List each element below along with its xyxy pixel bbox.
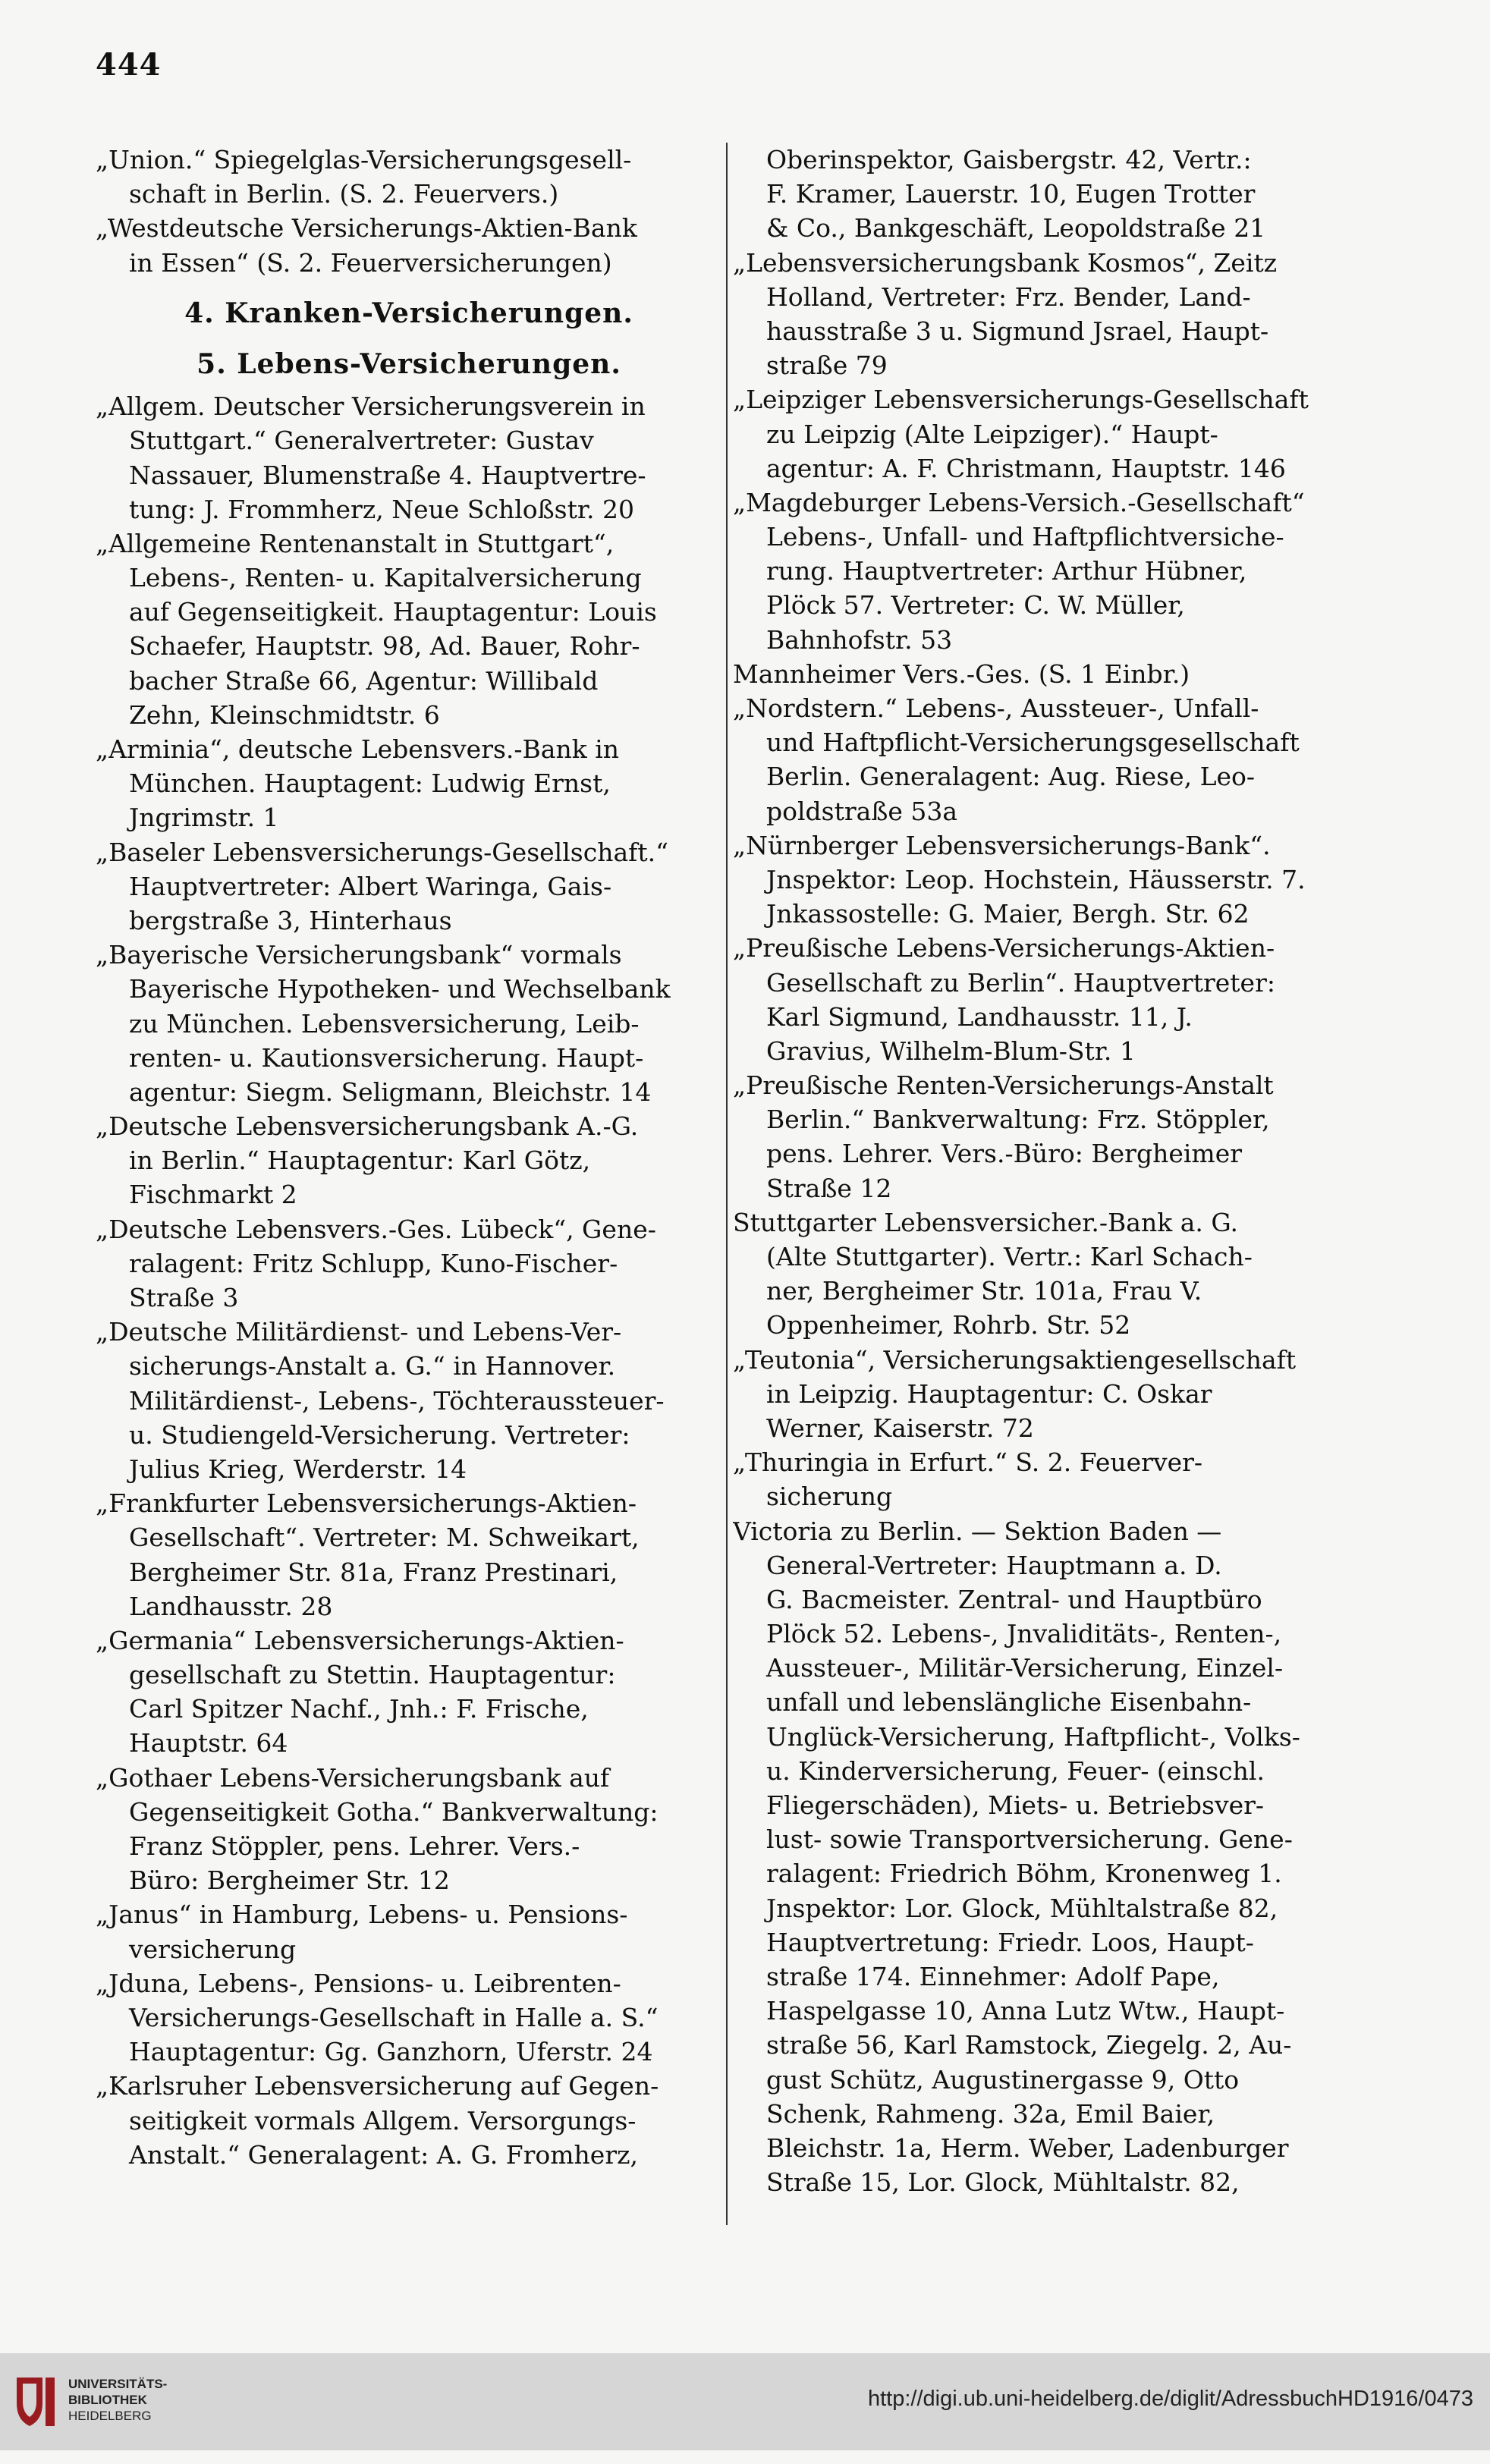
text-line: „Preußische Lebens-Versicherungs-Aktien-	[733, 933, 1275, 963]
text-line: Berlin. Generalagent: Aug. Riese, Leo-	[766, 762, 1256, 792]
text-line: Fischmarkt 2	[129, 1180, 297, 1210]
text-line: Straße 3	[129, 1283, 239, 1312]
logo-line-2: BIBLIOTHEK	[68, 2393, 147, 2407]
text-line: & Co., Bankgeschäft, Leopoldstraße 21	[766, 213, 1266, 244]
text-line: zu Leipzig (Alte Leipziger).“ Haupt-	[766, 419, 1218, 449]
text-line: straße 56, Karl Ramstock, Ziegelg. 2, Au-	[766, 2030, 1292, 2060]
text-line: „Frankfurter Lebensversicherungs-Aktien-	[96, 1488, 637, 1519]
text-line: „Westdeutsche Versicherungs-Aktien-Bank	[96, 213, 637, 244]
text-line: Holland, Vertreter: Frz. Bender, Land-	[766, 281, 1251, 312]
section-heading: 4. Kranken-Versicherungen.	[184, 297, 633, 329]
text-line: sicherungs-Anstalt a. G.“ in Hannover.	[129, 1351, 616, 1381]
left-column	[96, 143, 722, 2229]
text-line: pens. Lehrer. Vers.-Büro: Bergheimer	[766, 1139, 1242, 1169]
text-line: poldstraße 53a	[766, 796, 958, 826]
text-line: „Arminia“, deutsche Lebensvers.-Bank in	[96, 734, 620, 764]
text-line: Franz Stöppler, pens. Lehrer. Vers.-	[129, 1831, 580, 1861]
text-line: Hauptvertretung: Friedr. Loos, Haupt-	[766, 1927, 1254, 1957]
text-line: unfall und lebenslängliche Eisenbahn-	[766, 1687, 1252, 1718]
text-line: Carl Spitzer Nachf., Jnh.: F. Frische,	[129, 1694, 589, 1724]
text-line: bergstraße 3, Hinterhaus	[129, 905, 452, 935]
text-line: bacher Straße 66, Agentur: Willibald	[129, 665, 599, 696]
text-line: Straße 15, Lor. Glock, Mühltalstr. 82,	[766, 2167, 1240, 2198]
text-line: Gesellschaft“. Vertreter: M. Schweikart,	[129, 1523, 640, 1553]
page-number: 444	[96, 47, 162, 83]
text-line: „Lebensversicherungsbank Kosmos“, Zeitz	[733, 247, 1278, 278]
text-line: „Union.“ Spiegelglas-Versicherungsgesell-	[96, 145, 632, 174]
text-line: Julius Krieg, Werderstr. 14	[129, 1454, 467, 1484]
text-line: Zehn, Kleinschmidtstr. 6	[129, 699, 440, 730]
text-line: Bayerische Hypotheken- und Wechselbank	[129, 974, 671, 1004]
text-line: u. Kinderversicherung, Feuer- (einschl.	[766, 1755, 1265, 1786]
text-line: Landhausstr. 28	[129, 1591, 333, 1621]
logo-line-3: HEIDELBERG	[68, 2409, 152, 2423]
text-line: „Karlsruher Lebensversicherung auf Gegen-	[96, 2071, 659, 2101]
text-line: Jnspektor: Leop. Hochstein, Häusserstr. 7.	[766, 864, 1306, 894]
text-line: Bleichstr. 1a, Herm. Weber, Ladenburger	[766, 2132, 1289, 2163]
text-line: Plöck 57. Vertreter: C. W. Müller,	[766, 590, 1185, 621]
text-line: „Jduna, Lebens-, Pensions- u. Leibrenten-	[96, 1968, 621, 1998]
logo-line-1: UNIVERSITÄTS-	[68, 2377, 168, 2391]
text-line: Aussteuer-, Militär-Versicherung, Einzel-	[766, 1653, 1284, 1683]
text-line: „Nürnberger Lebensversicherungs-Bank“.	[733, 830, 1271, 860]
section-heading: 5. Lebens-Versicherungen.	[196, 347, 621, 380]
text-line: in Berlin.“ Hauptagentur: Karl Götz,	[129, 1146, 591, 1176]
text-line: Hauptagentur: Gg. Ganzhorn, Uferstr. 24	[129, 2037, 653, 2067]
text-line: Hauptvertreter: Albert Waringa, Gais-	[129, 871, 612, 901]
viewer-footer	[0, 2353, 1490, 2450]
library-logo-icon	[12, 2373, 59, 2431]
text-line: Lebens-, Renten- u. Kapitalversicherung	[129, 563, 642, 593]
text-line: München. Hauptagent: Ludwig Ernst,	[129, 768, 611, 799]
text-line: auf Gegenseitigkeit. Hauptagentur: Louis	[129, 597, 657, 627]
text-line: Nassauer, Blumenstraße 4. Hauptvertre-	[129, 460, 646, 490]
text-line: straße 174. Einnehmer: Adolf Pape,	[766, 1961, 1220, 1991]
text-line: Jnspektor: Lor. Glock, Mühltalstraße 82,	[766, 1893, 1278, 1923]
text-line: und Haftpflicht-Versicherungsgesellschaft	[766, 728, 1300, 758]
text-line: General-Vertreter: Hauptmann a. D.	[766, 1550, 1222, 1580]
text-line: rung. Hauptvertreter: Arthur Hübner,	[766, 556, 1247, 586]
text-line: „Baseler Lebensversicherungs-Gesellschaft.“	[96, 837, 668, 867]
text-line: Oberinspektor, Gaisbergstr. 42, Vertr.:	[766, 145, 1252, 174]
text-line: in Essen“ (S. 2. Feuerversicherungen)	[129, 247, 612, 278]
text-line: gust Schütz, Augustinergasse 9, Otto	[766, 2064, 1240, 2095]
text-line: gesellschaft zu Stettin. Hauptagentur:	[129, 1660, 616, 1690]
text-line: Lebens-, Unfall- und Haftpflichtversiche-	[766, 522, 1284, 552]
text-line: „Preußische Renten-Versicherungs-Anstalt	[733, 1070, 1274, 1101]
text-line: Fliegerschäden), Miets- u. Betriebsver-	[766, 1790, 1265, 1820]
text-line: „Allgem. Deutscher Versicherungsverein in	[96, 391, 646, 422]
text-line: Werner, Kaiserstr. 72	[766, 1413, 1034, 1443]
text-line: Gegenseitigkeit Gotha.“ Bankverwaltung:	[129, 1796, 659, 1827]
text-line: Gesellschaft zu Berlin“. Hauptvertreter:	[766, 967, 1275, 998]
text-line: Büro: Bergheimer Str. 12	[129, 1865, 450, 1896]
text-line: straße 79	[766, 350, 888, 381]
text-line: Stuttgarter Lebensversicher.-Bank a. G.	[733, 1207, 1239, 1237]
text-line: Hauptstr. 64	[129, 1728, 288, 1758]
text-line: Anstalt.“ Generalagent: A. G. Fromherz,	[129, 2139, 638, 2170]
text-line: (Alte Stuttgarter). Vertr.: Karl Schach-	[766, 1242, 1253, 1271]
text-line: ralagent: Friedrich Böhm, Kronenweg 1.	[766, 1859, 1282, 1889]
text-line: „Magdeburger Lebens-Versich.-Gesellschaft“	[733, 487, 1305, 517]
text-line: Bergheimer Str. 81a, Franz Prestinari,	[129, 1557, 618, 1587]
text-line: Victoria zu Berlin. — Sektion Baden —	[733, 1516, 1222, 1546]
text-line: „Gothaer Lebens-Versicherungsbank auf	[96, 1762, 610, 1793]
text-line: ralagent: Fritz Schlupp, Kuno-Fischer-	[129, 1248, 618, 1278]
column-divider	[726, 143, 728, 2225]
text-line: „Nordstern.“ Lebens-, Aussteuer-, Unfall-	[733, 693, 1259, 723]
text-line: renten- u. Kautionsversicherung. Haupt-	[129, 1042, 644, 1073]
text-line: u. Studiengeld-Versicherung. Vertreter:	[129, 1419, 630, 1450]
text-line: „Bayerische Versicherungsbank“ vormals	[96, 940, 622, 970]
text-line: Mannheimer Vers.-Ges. (S. 1 Einbr.)	[733, 658, 1190, 689]
text-line: Oppenheimer, Rohrb. Str. 52	[766, 1310, 1131, 1340]
text-line: ner, Bergheimer Str. 101a, Frau V.	[766, 1276, 1202, 1306]
text-line: F. Kramer, Lauerstr. 10, Eugen Trotter	[766, 179, 1256, 209]
text-line: Straße 12	[766, 1173, 892, 1203]
text-line: tung: J. Frommherz, Neue Schloßstr. 20	[129, 494, 634, 524]
text-line: Berlin.“ Bankverwaltung: Frz. Stöppler,	[766, 1105, 1270, 1135]
right-column	[733, 143, 1369, 2229]
text-line: lust- sowie Transportversicherung. Gene-	[766, 1824, 1293, 1855]
text-line: G. Bacmeister. Zentral- und Hauptbüro	[766, 1584, 1262, 1614]
text-line: Karl Sigmund, Landhausstr. 11, J.	[766, 1001, 1193, 1032]
text-line: schaft in Berlin. (S. 2. Feuervers.)	[129, 179, 559, 209]
text-line: agentur: A. F. Christmann, Hauptstr. 146	[766, 453, 1286, 483]
text-line: Jngrimstr. 1	[129, 803, 279, 833]
text-line: sicherung	[766, 1482, 893, 1512]
text-line: Bahnhofstr. 53	[766, 624, 953, 655]
text-line: Gravius, Wilhelm-Blum-Str. 1	[766, 1036, 1136, 1066]
text-line: „Teutonia“, Versicherungsaktiengesellschaft	[733, 1344, 1297, 1375]
text-line: „Deutsche Lebensversicherungsbank A.-G.	[96, 1111, 639, 1142]
text-line: Stuttgart.“ Generalvertreter: Gustav	[129, 426, 594, 456]
text-line: zu München. Lebensversicherung, Leib-	[129, 1008, 640, 1039]
text-line: „Thuringia in Erfurt.“ S. 2. Feuerver-	[733, 1447, 1203, 1478]
text-line: versicherung	[129, 1934, 297, 1964]
text-line: in Leipzig. Hauptagentur: C. Oskar	[766, 1378, 1212, 1409]
text-line: Versicherungs-Gesellschaft in Halle a. S.“	[129, 2002, 659, 2032]
text-line: Unglück-Versicherung, Haftpflicht-, Volks-	[766, 1721, 1300, 1752]
text-line: Militärdienst-, Lebens-, Töchteraussteuer-	[129, 1385, 665, 1416]
text-line: Haspelgasse 10, Anna Lutz Wtw., Haupt-	[766, 1996, 1285, 2026]
text-line: Schaefer, Hauptstr. 98, Ad. Bauer, Rohr-	[129, 631, 640, 662]
text-line: hausstraße 3 u. Sigmund Jsrael, Haupt-	[766, 316, 1269, 346]
text-line: „Janus“ in Hamburg, Lebens- u. Pensions-	[96, 1900, 628, 1930]
text-line: agentur: Siegm. Seligmann, Bleichstr. 14	[129, 1076, 652, 1107]
text-line: Schenk, Rahmeng. 32a, Emil Baier,	[766, 2098, 1215, 2129]
text-line: „Deutsche Lebensvers.-Ges. Lübeck“, Gene-	[96, 1214, 656, 1244]
text-line: „Leipziger Lebensversicherungs-Gesellschaft	[733, 385, 1309, 415]
text-line: „Germania“ Lebensversicherungs-Aktien-	[96, 1625, 624, 1655]
text-line: Plöck 52. Lebens-, Jnvaliditäts-, Renten-,	[766, 1619, 1282, 1649]
text-line: „Deutsche Militärdienst- und Lebens-Ver-	[96, 1317, 622, 1347]
library-logo-text	[68, 2376, 167, 2424]
text-line: „Allgemeine Rentenanstalt in Stuttgart“,	[96, 528, 615, 558]
library-logo[interactable]	[12, 2371, 168, 2435]
text-line: Jnkassostelle: G. Maier, Bergh. Str. 62	[766, 899, 1250, 929]
text-line: seitigkeit vormals Allgem. Versorgungs-	[129, 2105, 637, 2136]
source-url-link[interactable]: http://digi.ub.uni-heidelberg.de/diglit/AdressbuchHD1916/0473	[867, 2387, 1473, 2411]
